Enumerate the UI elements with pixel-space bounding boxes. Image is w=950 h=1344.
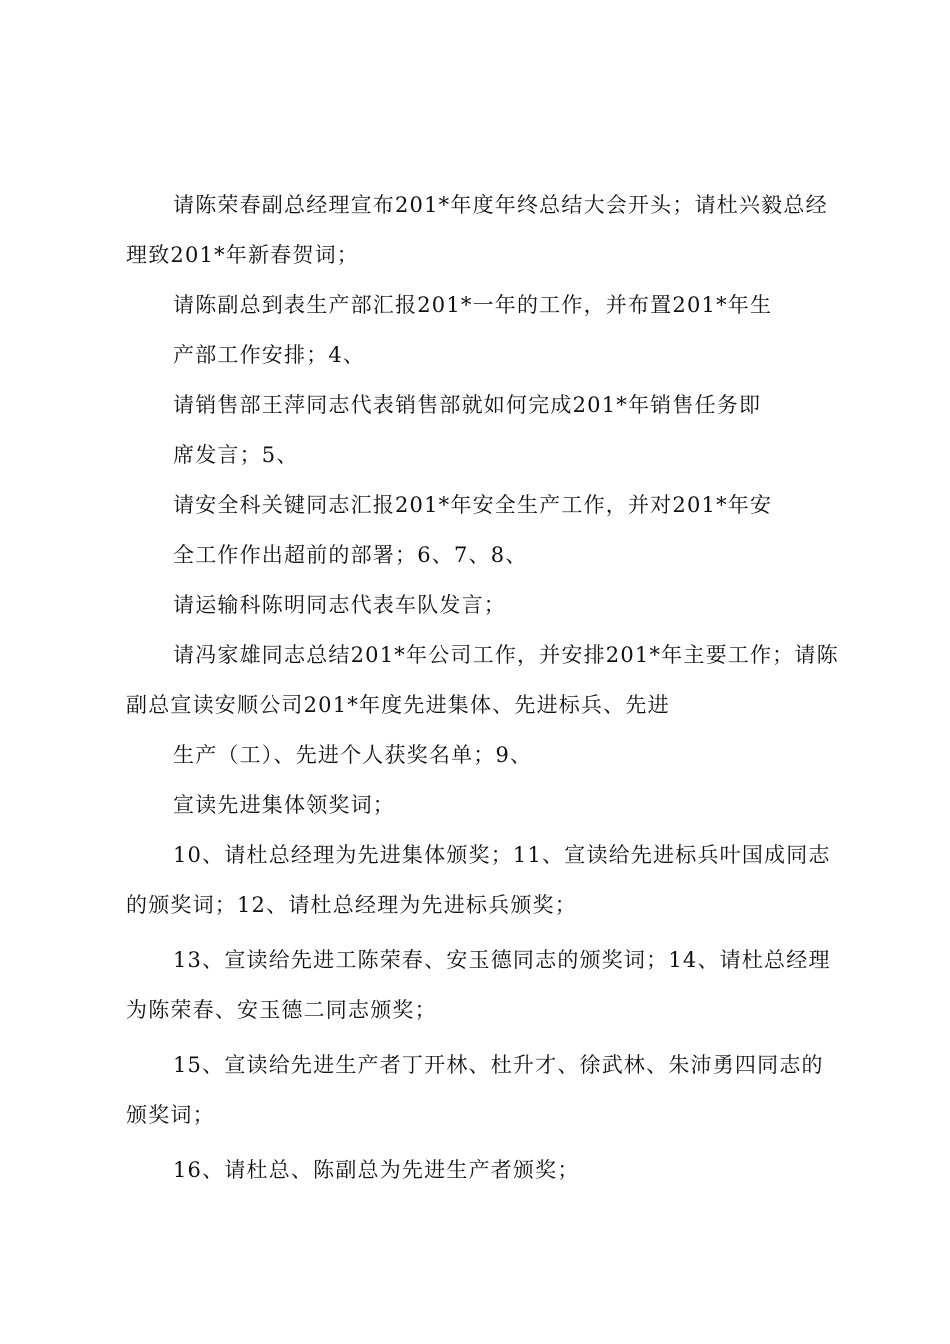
- paragraph-line: 颁奖词；: [126, 1103, 215, 1127]
- paragraph-line: 为陈荣春、安玉德二同志颁奖；: [126, 998, 437, 1022]
- paragraph-line: 请陈副总到表生产部汇报201*一年的工作，并布置201*年生: [173, 293, 773, 317]
- paragraph-line: 产部工作安排；4、: [173, 343, 366, 367]
- paragraph-line: 请冯家雄同志总结201*年公司工作，并安排201*年主要工作；请陈: [173, 643, 839, 667]
- paragraph-line: 请安全科关键同志汇报201*年安全生产工作，并对201*年安: [173, 493, 773, 517]
- paragraph-line: 请运输科陈明同志代表车队发言；: [173, 593, 506, 617]
- paragraph-line: 全工作作出超前的部署；6、7、8、: [173, 543, 528, 567]
- paragraph-line: 的颁奖词；12、请杜总经理为先进标兵颁奖；: [126, 893, 577, 917]
- paragraph-line: 15、宣读给先进生产者丁开林、杜升才、徐武林、朱沛勇四同志的: [173, 1053, 824, 1077]
- paragraph-line: 16、请杜总、陈副总为先进生产者颁奖；: [173, 1158, 580, 1182]
- paragraph-line: 请销售部王萍同志代表销售部就如何完成201*年销售任务即: [173, 393, 762, 417]
- paragraph-line: 请陈荣春副总经理宣布201*年度年终总结大会开头；请杜兴毅总经: [173, 193, 828, 217]
- paragraph-line: 10、请杜总经理为先进集体颁奖；11、宣读给先进标兵叶国成同志: [173, 843, 831, 867]
- paragraph-line: 宣读先进集体领奖词；: [173, 793, 395, 817]
- paragraph-line: 生产（工）、先进个人获奖名单；9、: [173, 743, 533, 767]
- paragraph-line: 13、宣读给先进工陈荣春、安玉德同志的颁奖词；14、请杜总经理: [173, 948, 831, 972]
- paragraph-line: 席发言；5、: [173, 443, 299, 467]
- paragraph-line: 理致201*年新春贺词；: [126, 243, 359, 267]
- document-body: [126, 180, 839, 1195]
- paragraph-line: 副总宣读安顺公司201*年度先进集体、先进标兵、先进: [126, 693, 670, 717]
